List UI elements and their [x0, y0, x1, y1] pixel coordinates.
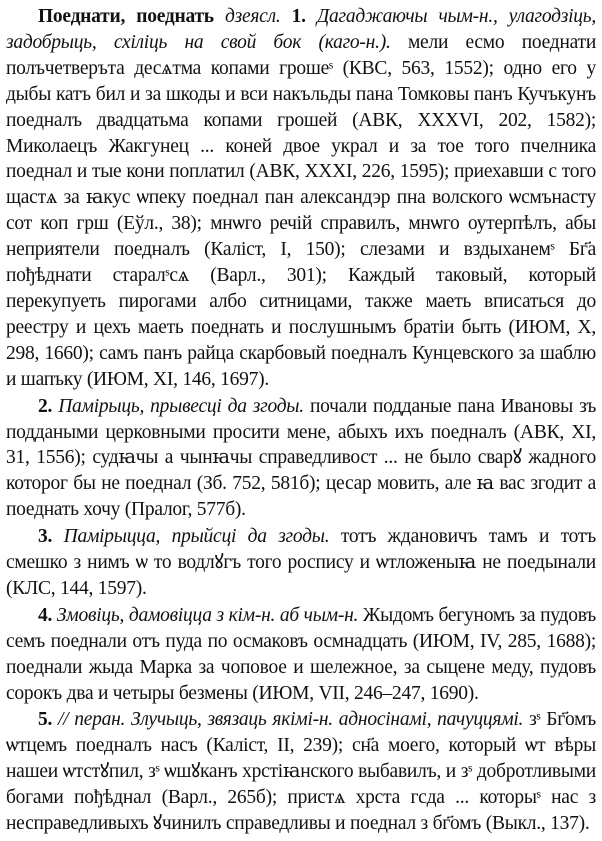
- sense-2-gloss: Памірыць, прывесці да згоды.: [58, 395, 304, 417]
- sense-1-gloss: Дагаджаючы чым-н., улагодзіць, задобрыць, схіліць на свой бок (каго-н.).: [6, 6, 597, 53]
- sense-5-text: зˢ Бг҃омъ ѡтцемъ поедналъ насъ (Каліст, II, 239); сн҃а моего, который ѡт вѣры нашеи ѡтстꙋпил, зˢ ѡшꙋканъ хрстіꙗнского выбавилъ, и зˢ добротливыми богами пођѣднал (Варл., 265б); пристѧ хрста гсда ... которыˢ нас з несправедливыхъ ꙋчинилъ справедливы и поеднал з бг҃омъ (Выкл., 137).: [6, 709, 597, 835]
- grammar-label: дзеясл.: [224, 6, 281, 27]
- sense-4-gloss: Змовіць, дамовіцца з кім-н. аб чым-н.: [56, 604, 359, 626]
- sense-5-gloss: // перан. Злучыць, звязаць якімі-н. адносінамі, пачуццямі.: [58, 709, 524, 731]
- sense-4-text: Жыдомъ бегуномъ за пудовъ семъ поеднали отъ пуда по осмаковъ осмнадцать (ИЮМ, IV, 285, 1688); поеднали жыда Марка за чоповое и шележное, за сыцене меду, пудовъ сорокъ два и четыры безмены (ИЮМ, VII, 246–247, 1690).: [6, 604, 597, 704]
- sense-1-text: мели есмо поеднати полъчетверъта десѧтма копами грошеˢ (КВС, 563, 1552); одно его у дыбы катъ бил и за шкоды и вси накъльды пана Томковы панъ Кучъкунъ поедналъ двадцатьма копами грошей (АВК, XXXVI, 202, 1582); Миколаецъ Жакгунец ... коней двое украл и за тое того пчелника поеднал и тые кони поплатил (АВК, XXXI, 226, 1595); приехавши с того щастѧ за ꙗкус ѡпеку поеднал пан александэр пна волского ѡсмънасту сот коп грш (Еўл., 38); мнѡго речій справилъ, мнѡго оутерпѣлъ, абы неприятели поедналъ (Каліст, I, 150); слезами и вздыханемˢ Бг҃а пођѣднати старалˢсѧ (Варл., 301); Каждый таковый, который перекупуеть пирогами албо ситницами, также маеть вписаться до реестру и цехъ маеть поеднать и послушнымъ братіи быть (ИЮМ, X, 298, 1660); самъ панъ райца скарбовый поедналъ Кунцевского за шаблю и шапъку (ИЮМ, XI, 146, 1697).: [6, 31, 597, 390]
- sense-3-text: тотъ ждановичъ тамъ и тотъ смешко з нимъ ѡ то водлꙋгъ того роспису и ѡтложеныꙗ не поедынали (КЛС, 144, 1597).: [6, 526, 597, 599]
- sense-4: [6, 603, 596, 707]
- sense-3-gloss: Памірыцца, прыйсці да згоды.: [63, 526, 330, 548]
- sense-3: [6, 524, 596, 602]
- sense-1: [6, 4, 596, 393]
- sense-5: [6, 707, 596, 837]
- sense-2-number: 2.: [38, 395, 53, 417]
- sense-2-text: почали подданые пана Ивановы зъ поддаными церковными просити мене, абыхъ ихъ поедналъ (АВК, XI, 31, 1556); судꙗчы а чынꙗчы справедливост ... не было сварꙋ жадного которог бы не поеднал (Зб. 752, 581б); цесар мовить, але ꙗ вас згодит а поеднать хочу (Пралог, 577б).: [6, 395, 597, 521]
- sense-3-number: 3.: [38, 526, 53, 548]
- sense-1-number: 1.: [291, 6, 306, 27]
- headword: Поеднати, поеднать: [38, 6, 214, 27]
- sense-2: [6, 394, 596, 524]
- sense-4-number: 4.: [38, 604, 53, 626]
- sense-5-number: 5.: [38, 709, 53, 731]
